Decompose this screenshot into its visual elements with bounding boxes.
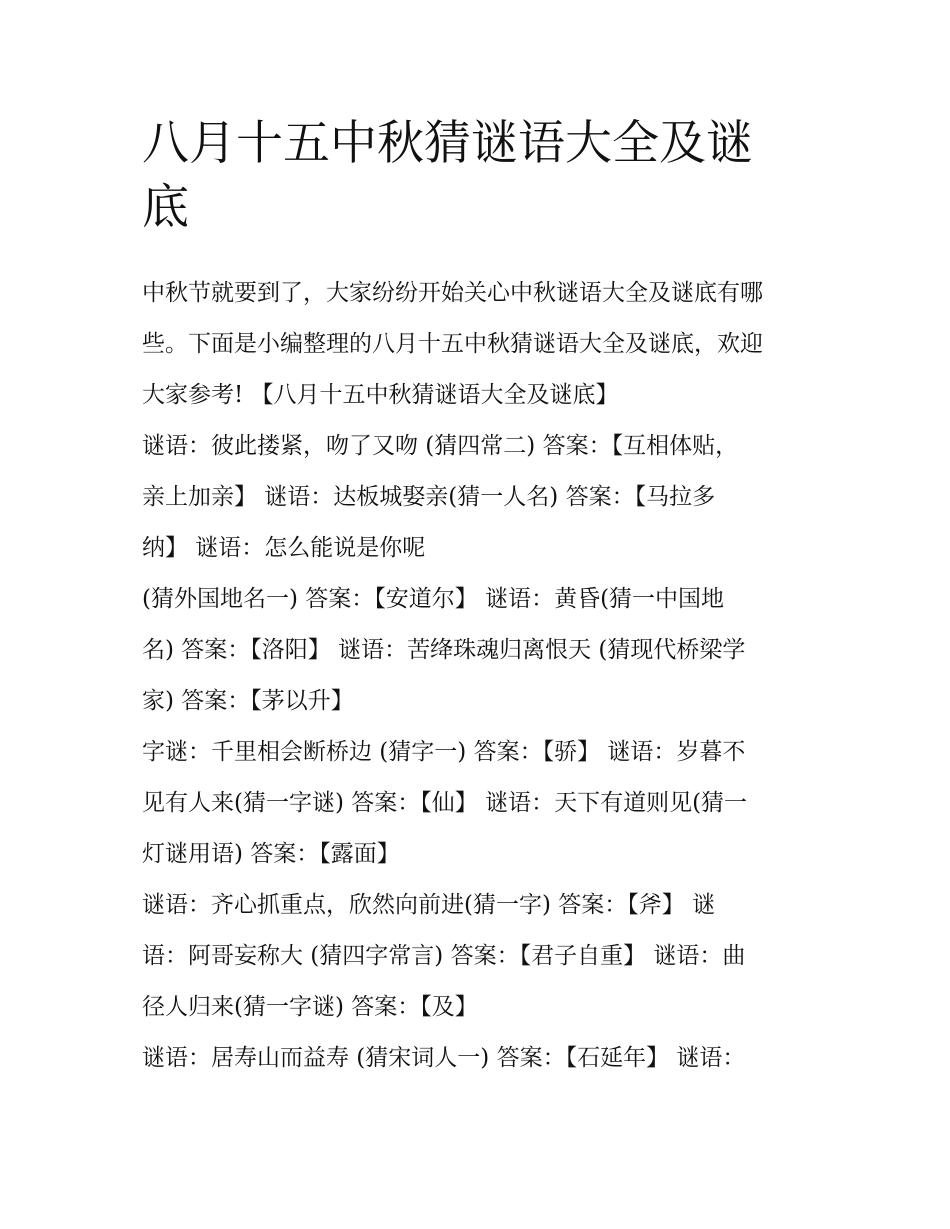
intro-paragraph	[142, 268, 820, 421]
riddle-paragraph	[142, 574, 820, 727]
document-page	[142, 112, 820, 1084]
text-line: 谜语：齐心抓重点，欣然向前进(猜一字) 答案：【斧】 谜	[142, 892, 716, 918]
text-line: 些。下面是小编整理的八月十五中秋猜谜语大全及谜底，欢迎	[142, 331, 763, 357]
document-title	[142, 112, 820, 240]
riddle-paragraph	[142, 1033, 820, 1084]
text-line: 名) 答案：【洛阳】 谜语：苦绛珠魂归离恨天 (猜现代桥梁学	[142, 637, 746, 663]
text-line: 谜语：彼此搂紧，吻了又吻 (猜四常二) 答案：【互相体贴，	[142, 433, 739, 459]
text-line: 字谜：千里相会断桥边 (猜字一) 答案：【骄】 谜语：岁暮不	[142, 739, 746, 765]
riddle-paragraph	[142, 880, 820, 1033]
title-line: 底	[142, 180, 189, 235]
riddle-paragraph	[142, 421, 820, 574]
riddle-paragraph	[142, 727, 820, 880]
text-line: 径人归来(猜一字谜) 答案：【及】	[142, 994, 478, 1020]
text-line: 亲上加亲】 谜语：达板城娶亲(猜一人名) 答案：【马拉多	[142, 484, 716, 510]
document-body	[142, 268, 820, 1084]
text-line: 见有人来(猜一字谜) 答案：【仙】 谜语：天下有道则见(猜一	[142, 790, 748, 816]
text-line: 纳】 谜语：怎么能说是你呢	[142, 535, 426, 561]
text-line: 家) 答案：【茅以升】	[142, 688, 354, 714]
text-line: 语：阿哥妄称大 (猜四字常言) 答案：【君子自重】 谜语：曲	[142, 943, 746, 969]
text-line: (猜外国地名一) 答案：【安道尔】 谜语：黄昏(猜一中国地	[142, 586, 725, 612]
text-line: 大家参考! 【八月十五中秋猜谜语大全及谜底】	[142, 382, 619, 408]
title-line: 八月十五中秋猜谜语大全及谜	[142, 116, 753, 171]
text-line: 中秋节就要到了，大家纷纷开始关心中秋谜语大全及谜底有哪	[142, 280, 763, 306]
text-line: 谜语：居寿山而益寿 (猜宋词人一) 答案：【石延年】 谜语：	[142, 1045, 746, 1071]
text-line: 灯谜用语) 答案：【露面】	[142, 841, 400, 867]
